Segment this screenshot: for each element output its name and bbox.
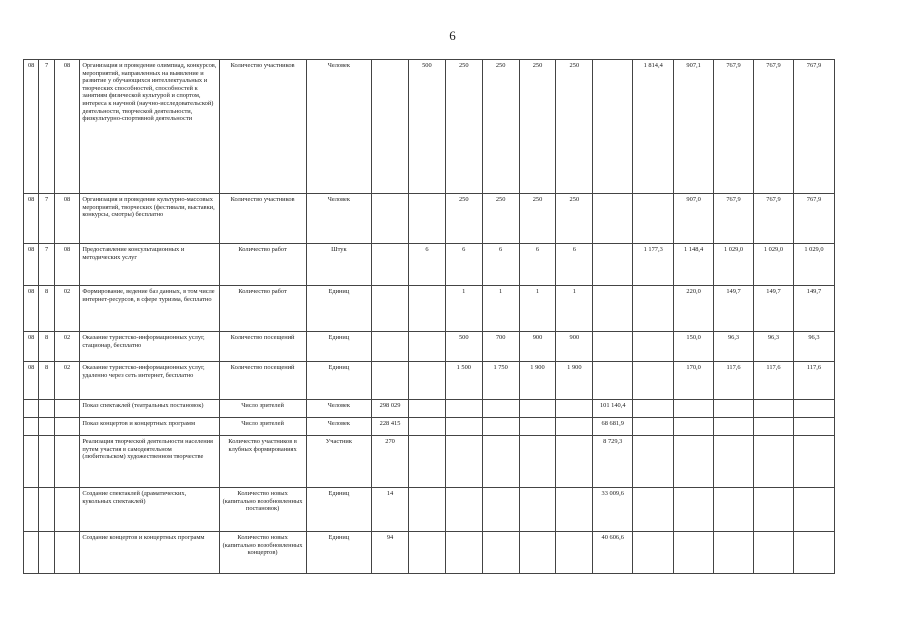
finance-cell-1: 101 140,4 xyxy=(593,400,633,418)
code-section-cell: 8 xyxy=(39,286,54,332)
code-section-cell: 8 xyxy=(39,362,54,400)
code-subsection-cell xyxy=(54,436,80,488)
table-row xyxy=(24,332,835,362)
finance-cell-6 xyxy=(793,418,834,436)
volume-cell-1 xyxy=(372,332,409,362)
code-subsection-cell xyxy=(54,418,80,436)
code-section-cell: 7 xyxy=(39,244,54,286)
finance-cell-2 xyxy=(633,400,674,418)
code-subsection-cell: 08 xyxy=(54,244,80,286)
indicator-cell: Количество посещений xyxy=(219,362,306,400)
finance-cell-5 xyxy=(754,488,794,532)
finance-cell-3: 220,0 xyxy=(674,286,714,332)
table-row xyxy=(24,286,835,332)
finance-cell-2 xyxy=(633,362,674,400)
indicator-cell: Количество участников xyxy=(219,194,306,244)
volume-cell-1 xyxy=(372,194,409,244)
table-row xyxy=(24,244,835,286)
finance-cell-1: 33 009,6 xyxy=(593,488,633,532)
code-chapter-cell: 08 xyxy=(24,60,39,194)
finance-cell-3 xyxy=(674,532,714,574)
volume-cell-3: 6 xyxy=(445,244,482,286)
volume-cell-3: 1 500 xyxy=(445,362,482,400)
volume-cell-4 xyxy=(482,436,519,488)
finance-cell-3 xyxy=(674,418,714,436)
service-name-cell: Формирование, ведение баз данных, в том числе интернет-ресурсов, в сфере туризма, бесплатно xyxy=(80,286,219,332)
volume-cell-6 xyxy=(556,532,593,574)
volume-cell-2 xyxy=(408,488,445,532)
code-chapter-cell: 08 xyxy=(24,286,39,332)
finance-cell-4 xyxy=(714,488,754,532)
indicator-cell: Количество участников xyxy=(219,60,306,194)
service-name-cell: Создание спектаклей (драматических, кукольных спектаклей) xyxy=(80,488,219,532)
code-section-cell xyxy=(39,532,54,574)
finance-cell-6: 96,3 xyxy=(793,332,834,362)
volume-cell-6: 250 xyxy=(556,194,593,244)
finance-cell-4: 117,6 xyxy=(714,362,754,400)
finance-cell-6 xyxy=(793,532,834,574)
indicator-cell: Число зрителей xyxy=(219,418,306,436)
finance-cell-1 xyxy=(593,194,633,244)
volume-cell-4: 250 xyxy=(482,60,519,194)
volume-cell-4: 1 xyxy=(482,286,519,332)
code-chapter-cell: 08 xyxy=(24,332,39,362)
finance-cell-3: 907,1 xyxy=(674,60,714,194)
code-section-cell xyxy=(39,436,54,488)
finance-cell-1 xyxy=(593,244,633,286)
volume-cell-1 xyxy=(372,362,409,400)
finance-cell-3 xyxy=(674,400,714,418)
volume-cell-2 xyxy=(408,532,445,574)
code-chapter-cell xyxy=(24,488,39,532)
finance-cell-6: 767,9 xyxy=(793,194,834,244)
volume-cell-1: 14 xyxy=(372,488,409,532)
code-subsection-cell xyxy=(54,400,80,418)
finance-cell-1 xyxy=(593,332,633,362)
volume-cell-2 xyxy=(408,418,445,436)
code-chapter-cell: 08 xyxy=(24,362,39,400)
unit-cell: Участник xyxy=(306,436,372,488)
volume-cell-1: 298 029 xyxy=(372,400,409,418)
volume-cell-2 xyxy=(408,332,445,362)
finance-cell-5 xyxy=(754,418,794,436)
finance-cell-3: 170,0 xyxy=(674,362,714,400)
finance-cell-2 xyxy=(633,332,674,362)
volume-cell-6 xyxy=(556,436,593,488)
finance-cell-4 xyxy=(714,418,754,436)
code-chapter-cell xyxy=(24,400,39,418)
finance-cell-2 xyxy=(633,532,674,574)
volume-cell-6 xyxy=(556,418,593,436)
service-name-cell: Создание концертов и концертных программ xyxy=(80,532,219,574)
code-chapter-cell xyxy=(24,436,39,488)
code-subsection-cell xyxy=(54,532,80,574)
volume-cell-2 xyxy=(408,194,445,244)
service-name-cell: Показ спектаклей (театральных постановок) xyxy=(80,400,219,418)
code-subsection-cell xyxy=(54,488,80,532)
service-name-cell: Показ концертов и концертных программ xyxy=(80,418,219,436)
code-subsection-cell: 02 xyxy=(54,362,80,400)
volume-cell-6 xyxy=(556,488,593,532)
unit-cell: Единиц xyxy=(306,488,372,532)
indicator-cell: Количество участников в клубных формированиях xyxy=(219,436,306,488)
volume-cell-1: 270 xyxy=(372,436,409,488)
volume-cell-5: 1 xyxy=(519,286,556,332)
volume-cell-1: 94 xyxy=(372,532,409,574)
finance-cell-3 xyxy=(674,436,714,488)
volume-cell-5 xyxy=(519,488,556,532)
volume-cell-5: 900 xyxy=(519,332,556,362)
services-table xyxy=(23,59,835,574)
finance-cell-4: 96,3 xyxy=(714,332,754,362)
indicator-cell: Количество новых (капитально возобновленных концертов) xyxy=(219,532,306,574)
volume-cell-4: 6 xyxy=(482,244,519,286)
code-subsection-cell: 02 xyxy=(54,332,80,362)
volume-cell-2: 500 xyxy=(408,60,445,194)
finance-cell-4: 767,9 xyxy=(714,194,754,244)
code-chapter-cell xyxy=(24,418,39,436)
finance-cell-1 xyxy=(593,60,633,194)
indicator-cell: Количество работ xyxy=(219,286,306,332)
finance-cell-2 xyxy=(633,286,674,332)
unit-cell: Единиц xyxy=(306,362,372,400)
code-section-cell xyxy=(39,418,54,436)
finance-cell-1 xyxy=(593,362,633,400)
volume-cell-3: 500 xyxy=(445,332,482,362)
finance-cell-2: 1 177,3 xyxy=(633,244,674,286)
code-section-cell: 7 xyxy=(39,194,54,244)
finance-cell-5: 767,9 xyxy=(754,194,794,244)
unit-cell: Человек xyxy=(306,418,372,436)
volume-cell-3 xyxy=(445,488,482,532)
finance-cell-4: 149,7 xyxy=(714,286,754,332)
volume-cell-5 xyxy=(519,400,556,418)
finance-cell-4: 767,9 xyxy=(714,60,754,194)
finance-cell-3: 907,0 xyxy=(674,194,714,244)
finance-cell-2: 1 814,4 xyxy=(633,60,674,194)
service-name-cell: Оказание туристско-информационных услуг, стационар, бесплатно xyxy=(80,332,219,362)
volume-cell-6: 900 xyxy=(556,332,593,362)
code-section-cell xyxy=(39,400,54,418)
finance-cell-1: 40 606,6 xyxy=(593,532,633,574)
finance-cell-1 xyxy=(593,286,633,332)
volume-cell-5 xyxy=(519,436,556,488)
volume-cell-3 xyxy=(445,532,482,574)
volume-cell-2: 6 xyxy=(408,244,445,286)
finance-cell-5 xyxy=(754,436,794,488)
volume-cell-1 xyxy=(372,286,409,332)
finance-cell-5 xyxy=(754,400,794,418)
volume-cell-6: 6 xyxy=(556,244,593,286)
finance-cell-3: 1 148,4 xyxy=(674,244,714,286)
service-name-cell: Оказание туристско-информационных услуг, удаленно через сеть интернет, бесплатно xyxy=(80,362,219,400)
finance-cell-6: 767,9 xyxy=(793,60,834,194)
code-chapter-cell: 08 xyxy=(24,194,39,244)
volume-cell-6: 1 xyxy=(556,286,593,332)
finance-cell-4 xyxy=(714,532,754,574)
service-name-cell: Организация и проведение культурно-массовых мероприятий, творческих (фестивали, выставки, конкурсы, смотры) бесплатно xyxy=(80,194,219,244)
finance-cell-3 xyxy=(674,488,714,532)
unit-cell: Единиц xyxy=(306,332,372,362)
service-name-cell: Предоставление консультационных и методических услуг xyxy=(80,244,219,286)
table-row xyxy=(24,436,835,488)
table-body xyxy=(24,60,835,574)
volume-cell-6 xyxy=(556,400,593,418)
volume-cell-4: 700 xyxy=(482,332,519,362)
service-name-cell: Реализация творческой деятельности населения путем участия в самодеятельном (любительском) художественном творчестве xyxy=(80,436,219,488)
unit-cell: Человек xyxy=(306,194,372,244)
finance-cell-3: 150,0 xyxy=(674,332,714,362)
volume-cell-2 xyxy=(408,436,445,488)
finance-cell-6 xyxy=(793,488,834,532)
volume-cell-3: 1 xyxy=(445,286,482,332)
finance-cell-1: 68 681,9 xyxy=(593,418,633,436)
indicator-cell: Количество новых (капитально возобновленных постановок) xyxy=(219,488,306,532)
finance-cell-4: 1 029,0 xyxy=(714,244,754,286)
volume-cell-1 xyxy=(372,60,409,194)
unit-cell: Единиц xyxy=(306,532,372,574)
volume-cell-5 xyxy=(519,532,556,574)
finance-cell-2 xyxy=(633,418,674,436)
volume-cell-6: 250 xyxy=(556,60,593,194)
volume-cell-4 xyxy=(482,532,519,574)
indicator-cell: Число зрителей xyxy=(219,400,306,418)
table-row xyxy=(24,418,835,436)
volume-cell-4: 250 xyxy=(482,194,519,244)
code-subsection-cell: 02 xyxy=(54,286,80,332)
code-section-cell xyxy=(39,488,54,532)
volume-cell-4 xyxy=(482,418,519,436)
code-chapter-cell xyxy=(24,532,39,574)
finance-cell-5 xyxy=(754,532,794,574)
volume-cell-3 xyxy=(445,418,482,436)
volume-cell-2 xyxy=(408,362,445,400)
unit-cell: Штук xyxy=(306,244,372,286)
finance-cell-5: 117,6 xyxy=(754,362,794,400)
finance-cell-2 xyxy=(633,436,674,488)
volume-cell-1: 228 415 xyxy=(372,418,409,436)
finance-cell-5: 767,9 xyxy=(754,60,794,194)
volume-cell-3 xyxy=(445,400,482,418)
finance-cell-2 xyxy=(633,194,674,244)
service-name-cell: Организация и проведение олимпиад, конкурсов, мероприятий, направленных на выявление и развитие у обучающихся интеллектуальных и творческих способностей, способностей к занятиям физической культурой и спортом, интереса к научной (научно-исследовательской) деятельности, творческой деятельности, физкультурно-спортивной деятельности xyxy=(80,60,219,194)
table-row xyxy=(24,488,835,532)
volume-cell-4 xyxy=(482,488,519,532)
volume-cell-2 xyxy=(408,400,445,418)
table-row xyxy=(24,532,835,574)
finance-cell-6 xyxy=(793,400,834,418)
unit-cell: Единиц xyxy=(306,286,372,332)
table-row xyxy=(24,362,835,400)
finance-cell-5: 149,7 xyxy=(754,286,794,332)
volume-cell-5 xyxy=(519,418,556,436)
volume-cell-3: 250 xyxy=(445,60,482,194)
volume-cell-5: 250 xyxy=(519,60,556,194)
volume-cell-6: 1 900 xyxy=(556,362,593,400)
table-row xyxy=(24,194,835,244)
unit-cell: Человек xyxy=(306,400,372,418)
volume-cell-5: 250 xyxy=(519,194,556,244)
finance-cell-6: 117,6 xyxy=(793,362,834,400)
volume-cell-1 xyxy=(372,244,409,286)
volume-cell-5: 6 xyxy=(519,244,556,286)
finance-cell-6: 149,7 xyxy=(793,286,834,332)
table-row xyxy=(24,60,835,194)
finance-cell-6 xyxy=(793,436,834,488)
code-chapter-cell: 08 xyxy=(24,244,39,286)
code-section-cell: 7 xyxy=(39,60,54,194)
table-row xyxy=(24,400,835,418)
volume-cell-2 xyxy=(408,286,445,332)
code-subsection-cell: 08 xyxy=(54,194,80,244)
volume-cell-4: 1 750 xyxy=(482,362,519,400)
finance-cell-4 xyxy=(714,400,754,418)
code-section-cell: 8 xyxy=(39,332,54,362)
indicator-cell: Количество работ xyxy=(219,244,306,286)
finance-cell-6: 1 029,0 xyxy=(793,244,834,286)
code-subsection-cell: 08 xyxy=(54,60,80,194)
volume-cell-3: 250 xyxy=(445,194,482,244)
indicator-cell: Количество посещений xyxy=(219,332,306,362)
page-number: 6 xyxy=(449,28,456,43)
finance-cell-1: 8 729,3 xyxy=(593,436,633,488)
finance-cell-5: 1 029,0 xyxy=(754,244,794,286)
unit-cell: Человек xyxy=(306,60,372,194)
volume-cell-5: 1 900 xyxy=(519,362,556,400)
finance-cell-4 xyxy=(714,436,754,488)
finance-cell-5: 96,3 xyxy=(754,332,794,362)
volume-cell-3 xyxy=(445,436,482,488)
volume-cell-4 xyxy=(482,400,519,418)
finance-cell-2 xyxy=(633,488,674,532)
